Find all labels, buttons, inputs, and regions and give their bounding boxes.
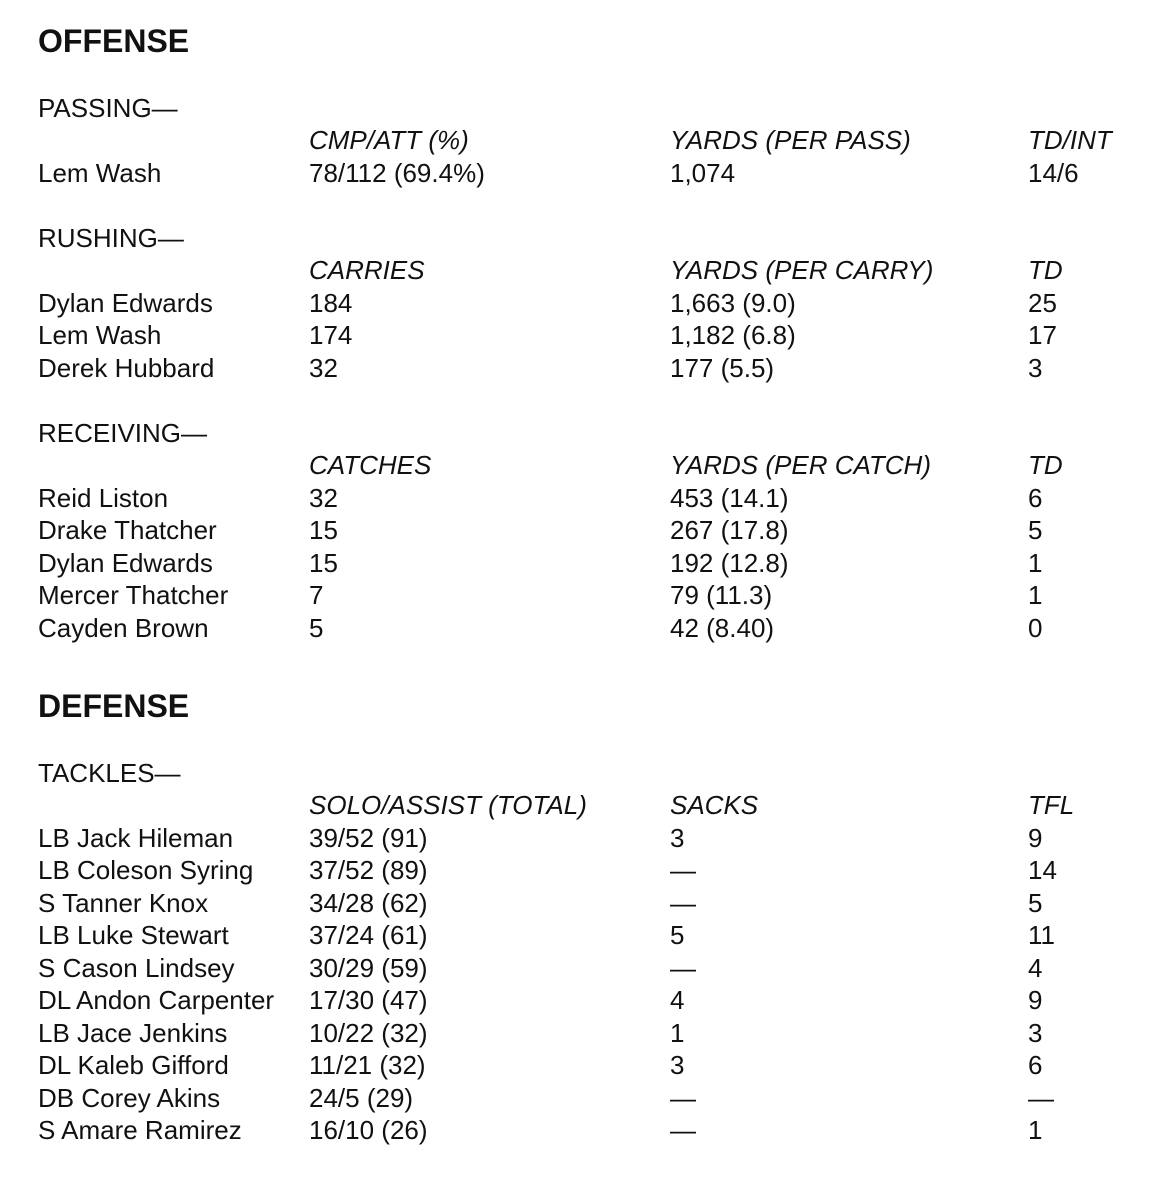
table-row [38, 984, 1138, 1017]
stat-cell: 6 [1028, 1050, 1043, 1080]
column-header: CMP/ATT (%) [309, 125, 469, 155]
stat-cell: 5 [1028, 887, 1043, 918]
player-name: DL Kaleb Gifford [38, 1050, 229, 1080]
stat-cell: 6 [1028, 482, 1043, 513]
column-header: SOLO/ASSIST (TOTAL) [309, 790, 587, 820]
stat-cell: 32 [309, 482, 338, 513]
table-row [38, 319, 1138, 352]
table-row [38, 1082, 1138, 1115]
column-header: TD [1028, 450, 1063, 480]
stat-cell: 1,074 [670, 157, 736, 188]
table-row [38, 547, 1138, 580]
table-row [38, 482, 1138, 515]
stat-cell: 16/10 (26) [309, 1115, 428, 1145]
stat-cell: 34/28 (62) [309, 887, 428, 918]
stat-cell: — [670, 1115, 696, 1145]
stat-cell: 42 (8.40) [670, 612, 775, 643]
stat-cell: 4 [670, 985, 685, 1015]
stat-cell: 3 [670, 822, 685, 853]
column-header: TD/INT [1028, 125, 1112, 155]
stat-cell: 17 [1028, 320, 1057, 350]
stat-cell: 15 [309, 547, 338, 578]
stat-cell: 177 (5.5) [670, 352, 775, 383]
stat-cell: 10/22 (32) [309, 1017, 428, 1048]
column-header: YARDS (PER PASS) [670, 125, 911, 155]
column-header: SACKS [670, 790, 759, 820]
stat-cell: 184 [309, 287, 353, 318]
passing-section [38, 92, 1138, 189]
stat-cell: 37/52 (89) [309, 855, 428, 885]
stat-cell: 5 [309, 612, 324, 643]
column-header: YARDS (PER CARRY) [670, 255, 934, 285]
player-name: DB Corey Akins [38, 1082, 221, 1113]
tackles-section [38, 757, 1138, 1147]
stat-cell: 30/29 (59) [309, 952, 428, 983]
player-name: LB Luke Stewart [38, 920, 229, 950]
player-name: Mercer Thatcher [38, 580, 229, 610]
stat-cell: 0 [1028, 612, 1043, 643]
table-row [38, 822, 1138, 855]
column-header: CATCHES [309, 450, 432, 480]
stat-cell: 14 [1028, 855, 1057, 885]
column-header: TD [1028, 255, 1063, 285]
stat-cell: — [670, 1082, 696, 1113]
column-header: CARRIES [309, 255, 425, 285]
stat-cell: 1,182 (6.8) [670, 320, 796, 350]
stat-cell: 5 [670, 920, 685, 950]
table-row [38, 1017, 1138, 1050]
receiving-section [38, 417, 1138, 644]
stat-cell: — [670, 855, 696, 885]
stat-cell: 3 [670, 1050, 685, 1080]
stat-cell: 37/24 (61) [309, 920, 428, 950]
rushing-label: RUSHING— [38, 223, 184, 253]
stat-cell: 1 [1028, 580, 1043, 610]
stat-cell: 79 (11.3) [670, 580, 773, 610]
stat-cell: 453 (14.1) [670, 482, 789, 513]
stat-cell: 15 [309, 515, 338, 545]
player-name: S Cason Lindsey [38, 952, 235, 983]
stat-cell: 25 [1028, 287, 1057, 318]
stat-cell: 3 [1028, 1017, 1043, 1048]
stat-cell: 32 [309, 352, 338, 383]
stat-cell: 4 [1028, 952, 1043, 983]
player-name: Derek Hubbard [38, 352, 215, 383]
tackles-header-row [38, 789, 1138, 822]
stat-cell: 3 [1028, 352, 1043, 383]
stat-cell: 1,663 (9.0) [670, 287, 796, 318]
table-row [38, 1114, 1138, 1147]
stat-cell: 5 [1028, 515, 1043, 545]
player-name: LB Jace Jenkins [38, 1017, 228, 1048]
player-name: Dylan Edwards [38, 287, 213, 318]
player-name: LB Coleson Syring [38, 855, 254, 885]
player-name: Drake Thatcher [38, 515, 217, 545]
stat-cell: 11/21 (32) [309, 1050, 426, 1080]
player-name: Reid Liston [38, 482, 169, 513]
stat-cell: 17/30 (47) [309, 985, 428, 1015]
stat-cell: — [1028, 1082, 1054, 1113]
stat-cell: 192 (12.8) [670, 547, 789, 578]
table-row [38, 157, 1138, 190]
table-row [38, 1049, 1138, 1082]
stat-cell: 7 [309, 580, 324, 610]
stat-cell: 11 [1028, 920, 1055, 950]
receiving-label: RECEIVING— [38, 418, 208, 448]
stat-cell: 1 [670, 1017, 685, 1048]
player-name: Dylan Edwards [38, 547, 213, 578]
table-row [38, 952, 1138, 985]
table-row [38, 612, 1138, 645]
stat-cell: 9 [1028, 985, 1043, 1015]
tackles-label: TACKLES— [38, 758, 181, 788]
table-row [38, 287, 1138, 320]
table-row [38, 887, 1138, 920]
rushing-section [38, 222, 1138, 384]
stat-cell: 24/5 (29) [309, 1082, 414, 1113]
player-name: Lem Wash [38, 157, 162, 188]
stat-cell: 78/112 (69.4%) [309, 157, 485, 188]
stat-cell: — [670, 952, 696, 983]
table-row [38, 919, 1138, 952]
stat-cell: 1 [1028, 547, 1043, 578]
stat-cell: 174 [309, 320, 353, 350]
player-name: S Amare Ramirez [38, 1115, 242, 1145]
receiving-header-row [38, 449, 1138, 482]
stat-cell: 1 [1028, 1115, 1043, 1145]
column-header: YARDS (PER CATCH) [670, 450, 931, 480]
rushing-header-row [38, 254, 1138, 287]
player-name: Cayden Brown [38, 612, 209, 643]
stat-cell: 9 [1028, 822, 1043, 853]
table-row [38, 352, 1138, 385]
stat-cell: — [670, 887, 696, 918]
column-header: TFL [1028, 790, 1075, 820]
offense-title: OFFENSE [38, 23, 190, 59]
player-name: DL Andon Carpenter [38, 985, 275, 1015]
player-name: LB Jack Hileman [38, 822, 234, 853]
table-row [38, 579, 1138, 612]
passing-label: PASSING— [38, 93, 178, 123]
stat-cell: 267 (17.8) [670, 515, 789, 545]
defense-title: DEFENSE [38, 688, 190, 724]
stat-cell: 39/52 (91) [309, 822, 428, 853]
player-name: S Tanner Knox [38, 887, 209, 918]
player-name: Lem Wash [38, 320, 162, 350]
passing-header-row [38, 124, 1138, 157]
stat-cell: 14/6 [1028, 157, 1079, 188]
table-row [38, 854, 1138, 887]
table-row [38, 514, 1138, 547]
